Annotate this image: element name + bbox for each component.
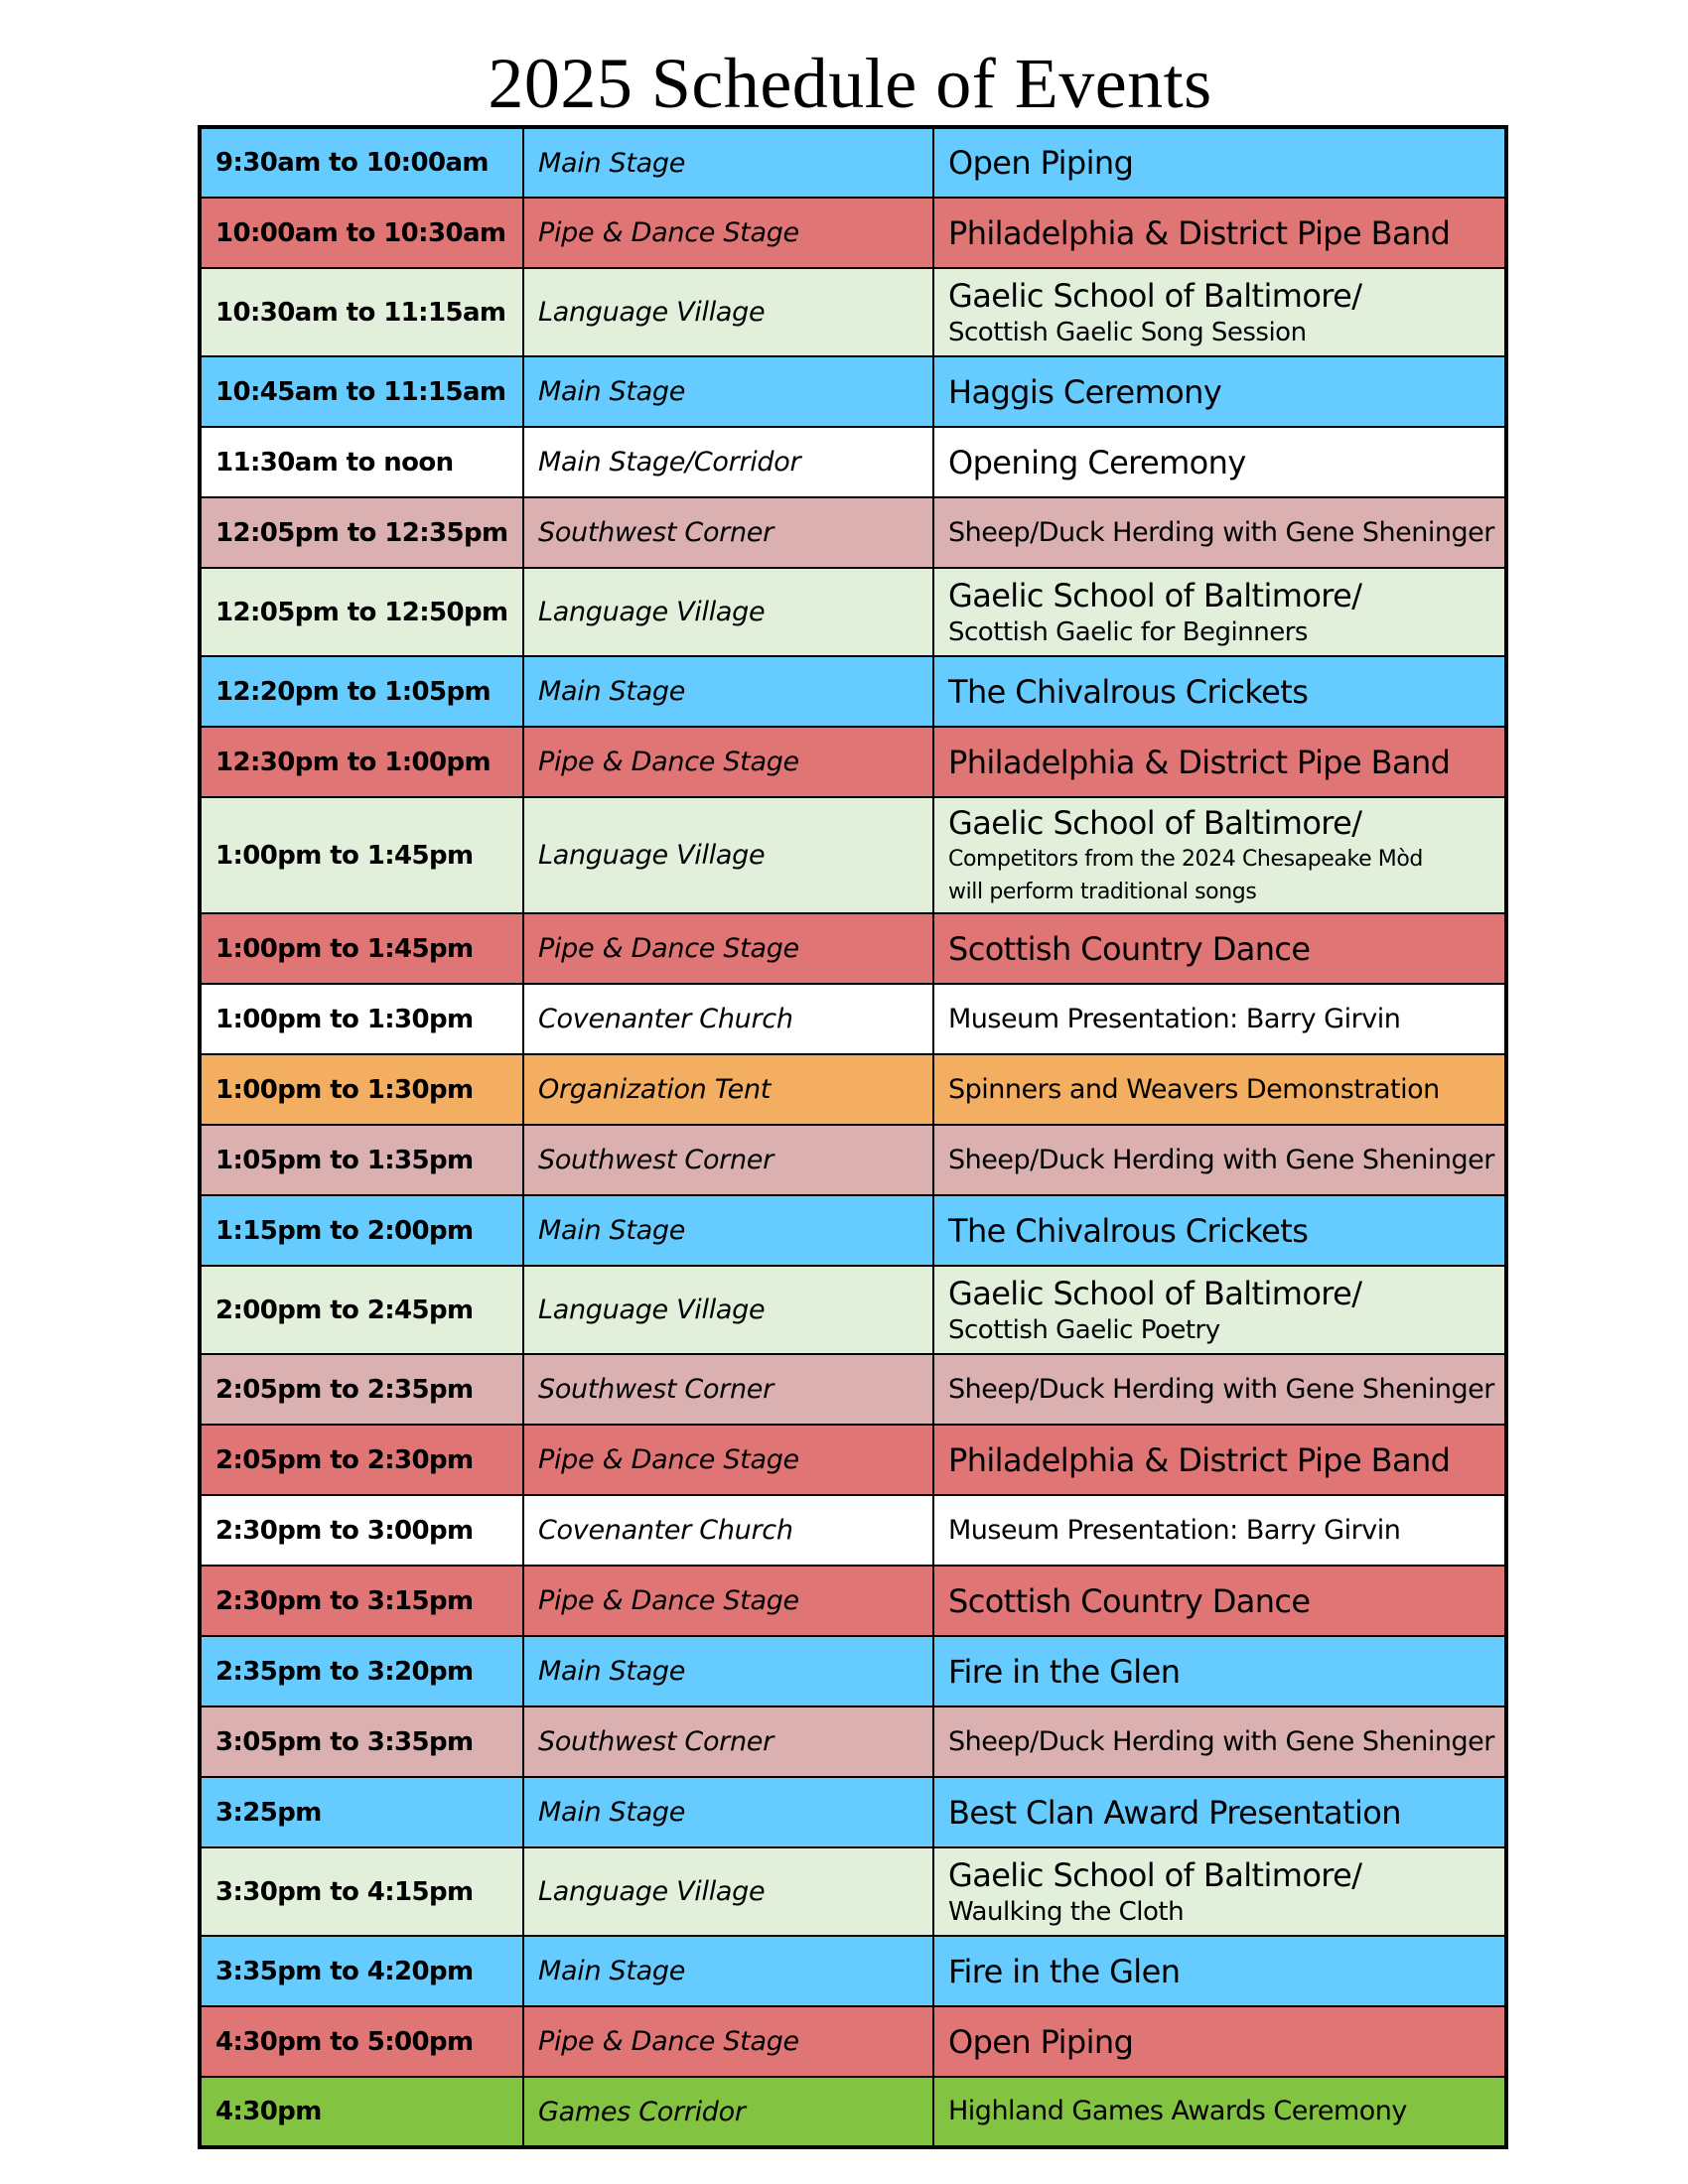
time-cell: 12:30pm to 1:00pm bbox=[200, 727, 523, 797]
event-cell bbox=[933, 1266, 1506, 1354]
time-cell: 11:30am to noon bbox=[200, 427, 523, 497]
event-subtitle: Competitors from the 2024 Chesapeake Mòd bbox=[948, 846, 1424, 872]
location-cell: Covenanter Church bbox=[523, 984, 933, 1054]
event-title: Philadelphia & District Pipe Band bbox=[948, 743, 1451, 781]
location-cell: Organization Tent bbox=[523, 1054, 933, 1125]
event-title: Open Piping bbox=[948, 2022, 1134, 2061]
event-title: Scottish Country Dance bbox=[948, 929, 1311, 968]
event-title: Sheep/Duck Herding with Gene Sheninger bbox=[948, 1725, 1494, 1757]
schedule-row bbox=[200, 984, 1506, 1054]
event-cell bbox=[933, 727, 1506, 797]
schedule-row bbox=[200, 913, 1506, 984]
schedule-row bbox=[200, 656, 1506, 727]
event-cell bbox=[933, 568, 1506, 656]
schedule-row bbox=[200, 1195, 1506, 1266]
location-cell: Main Stage bbox=[523, 1636, 933, 1706]
time-cell: 1:00pm to 1:30pm bbox=[200, 984, 523, 1054]
schedule-table bbox=[198, 125, 1508, 2149]
event-cell bbox=[933, 2077, 1506, 2147]
schedule-row bbox=[200, 1125, 1506, 1195]
schedule-row bbox=[200, 127, 1506, 198]
location-cell: Main Stage bbox=[523, 1777, 933, 1847]
event-cell bbox=[933, 427, 1506, 497]
schedule-row bbox=[200, 1706, 1506, 1777]
event-title: Gaelic School of Baltimore/ bbox=[948, 1855, 1362, 1894]
location-cell: Pipe & Dance Stage bbox=[523, 198, 933, 268]
event-cell bbox=[933, 1425, 1506, 1495]
time-cell: 9:30am to 10:00am bbox=[200, 127, 523, 198]
time-cell: 2:05pm to 2:30pm bbox=[200, 1425, 523, 1495]
location-cell: Language Village bbox=[523, 268, 933, 356]
schedule-row bbox=[200, 1266, 1506, 1354]
time-cell: 12:05pm to 12:50pm bbox=[200, 568, 523, 656]
time-cell: 1:05pm to 1:35pm bbox=[200, 1125, 523, 1195]
time-cell: 2:30pm to 3:00pm bbox=[200, 1495, 523, 1566]
location-cell: Pipe & Dance Stage bbox=[523, 727, 933, 797]
event-title: Museum Presentation: Barry Girvin bbox=[948, 1003, 1401, 1034]
event-cell bbox=[933, 497, 1506, 568]
event-cell bbox=[933, 1195, 1506, 1266]
time-cell: 1:15pm to 2:00pm bbox=[200, 1195, 523, 1266]
event-title: Opening Ceremony bbox=[948, 443, 1246, 481]
location-cell: Pipe & Dance Stage bbox=[523, 2006, 933, 2077]
location-cell: Southwest Corner bbox=[523, 1354, 933, 1425]
time-cell: 12:05pm to 12:35pm bbox=[200, 497, 523, 568]
event-title: Haggis Ceremony bbox=[948, 372, 1222, 411]
schedule-row bbox=[200, 568, 1506, 656]
time-cell: 2:00pm to 2:45pm bbox=[200, 1266, 523, 1354]
time-cell: 4:30pm to 5:00pm bbox=[200, 2006, 523, 2077]
time-cell: 12:20pm to 1:05pm bbox=[200, 656, 523, 727]
time-cell: 1:00pm to 1:30pm bbox=[200, 1054, 523, 1125]
location-cell: Main Stage bbox=[523, 127, 933, 198]
event-title: Gaelic School of Baltimore/ bbox=[948, 803, 1362, 842]
event-title: Scottish Country Dance bbox=[948, 1581, 1311, 1620]
event-title: Sheep/Duck Herding with Gene Sheninger bbox=[948, 1144, 1494, 1175]
schedule-row bbox=[200, 427, 1506, 497]
event-cell bbox=[933, 1777, 1506, 1847]
event-subtitle: Scottish Gaelic Poetry bbox=[948, 1314, 1220, 1345]
location-cell: Pipe & Dance Stage bbox=[523, 1566, 933, 1636]
event-cell bbox=[933, 984, 1506, 1054]
schedule-row bbox=[200, 797, 1506, 913]
event-title: Philadelphia & District Pipe Band bbox=[948, 1440, 1451, 1479]
time-cell: 2:05pm to 2:35pm bbox=[200, 1354, 523, 1425]
event-subtitle-2: will perform traditional songs bbox=[948, 879, 1257, 904]
schedule-row bbox=[200, 1847, 1506, 1936]
event-title: Highland Games Awards Ceremony bbox=[948, 2096, 1407, 2126]
event-cell bbox=[933, 198, 1506, 268]
schedule-row bbox=[200, 1777, 1506, 1847]
event-cell bbox=[933, 1054, 1506, 1125]
location-cell: Main Stage bbox=[523, 1195, 933, 1266]
location-cell: Language Village bbox=[523, 1266, 933, 1354]
event-title: Spinners and Weavers Demonstration bbox=[948, 1073, 1440, 1105]
schedule-row bbox=[200, 1495, 1506, 1566]
event-title: Open Piping bbox=[948, 144, 1134, 182]
event-cell bbox=[933, 127, 1506, 198]
event-cell bbox=[933, 913, 1506, 984]
schedule-row bbox=[200, 497, 1506, 568]
schedule-row bbox=[200, 1636, 1506, 1706]
event-title: Museum Presentation: Barry Girvin bbox=[948, 1514, 1401, 1546]
time-cell: 3:05pm to 3:35pm bbox=[200, 1706, 523, 1777]
event-title: Sheep/Duck Herding with Gene Sheninger bbox=[948, 1373, 1494, 1405]
time-cell: 10:30am to 11:15am bbox=[200, 268, 523, 356]
location-cell: Pipe & Dance Stage bbox=[523, 913, 933, 984]
event-cell bbox=[933, 356, 1506, 427]
event-cell bbox=[933, 1936, 1506, 2006]
event-title: Philadelphia & District Pipe Band bbox=[948, 213, 1451, 252]
time-cell: 1:00pm to 1:45pm bbox=[200, 913, 523, 984]
event-title: Gaelic School of Baltimore/ bbox=[948, 276, 1362, 315]
event-cell bbox=[933, 656, 1506, 727]
schedule-row bbox=[200, 727, 1506, 797]
event-cell bbox=[933, 268, 1506, 356]
time-cell: 1:00pm to 1:45pm bbox=[200, 797, 523, 913]
schedule-row bbox=[200, 356, 1506, 427]
time-cell: 3:25pm bbox=[200, 1777, 523, 1847]
schedule-row bbox=[200, 2077, 1506, 2147]
event-title: Sheep/Duck Herding with Gene Sheninger bbox=[948, 516, 1494, 548]
time-cell: 3:35pm to 4:20pm bbox=[200, 1936, 523, 2006]
event-subtitle: Scottish Gaelic for Beginners bbox=[948, 616, 1308, 647]
event-cell bbox=[933, 1495, 1506, 1566]
location-cell: Main Stage bbox=[523, 1936, 933, 2006]
event-title: Fire in the Glen bbox=[948, 1952, 1181, 1990]
location-cell: Main Stage bbox=[523, 656, 933, 727]
event-title: Best Clan Award Presentation bbox=[948, 1793, 1401, 1832]
event-cell bbox=[933, 1125, 1506, 1195]
location-cell: Games Corridor bbox=[523, 2077, 933, 2147]
event-title: The Chivalrous Crickets bbox=[948, 1211, 1309, 1250]
event-cell bbox=[933, 1566, 1506, 1636]
event-cell bbox=[933, 797, 1506, 913]
location-cell: Language Village bbox=[523, 568, 933, 656]
time-cell: 10:00am to 10:30am bbox=[200, 198, 523, 268]
location-cell: Southwest Corner bbox=[523, 497, 933, 568]
schedule-row bbox=[200, 1936, 1506, 2006]
location-cell: Pipe & Dance Stage bbox=[523, 1425, 933, 1495]
event-cell bbox=[933, 1354, 1506, 1425]
schedule-row bbox=[200, 1425, 1506, 1495]
schedule-row bbox=[200, 198, 1506, 268]
event-title: The Chivalrous Crickets bbox=[948, 672, 1309, 711]
event-subtitle: Scottish Gaelic Song Session bbox=[948, 317, 1307, 347]
location-cell: Southwest Corner bbox=[523, 1125, 933, 1195]
location-cell: Language Village bbox=[523, 1847, 933, 1936]
event-subtitle: Waulking the Cloth bbox=[948, 1896, 1185, 1927]
event-title: Gaelic School of Baltimore/ bbox=[948, 1274, 1362, 1312]
event-title: Fire in the Glen bbox=[948, 1652, 1181, 1691]
time-cell: 2:35pm to 3:20pm bbox=[200, 1636, 523, 1706]
schedule-body bbox=[200, 127, 1506, 2147]
event-title: Gaelic School of Baltimore/ bbox=[948, 576, 1362, 614]
event-cell bbox=[933, 2006, 1506, 2077]
schedule-row bbox=[200, 1054, 1506, 1125]
location-cell: Language Village bbox=[523, 797, 933, 913]
location-cell: Covenanter Church bbox=[523, 1495, 933, 1566]
location-cell: Main Stage bbox=[523, 356, 933, 427]
page-title: 2025 Schedule of Events bbox=[488, 44, 1212, 123]
schedule-row bbox=[200, 1566, 1506, 1636]
event-cell bbox=[933, 1706, 1506, 1777]
event-cell bbox=[933, 1847, 1506, 1936]
time-cell: 4:30pm bbox=[200, 2077, 523, 2147]
time-cell: 10:45am to 11:15am bbox=[200, 356, 523, 427]
schedule-row bbox=[200, 2006, 1506, 2077]
location-cell: Main Stage/Corridor bbox=[523, 427, 933, 497]
schedule-row bbox=[200, 1354, 1506, 1425]
location-cell: Southwest Corner bbox=[523, 1706, 933, 1777]
time-cell: 3:30pm to 4:15pm bbox=[200, 1847, 523, 1936]
schedule-row bbox=[200, 268, 1506, 356]
event-cell bbox=[933, 1636, 1506, 1706]
time-cell: 2:30pm to 3:15pm bbox=[200, 1566, 523, 1636]
